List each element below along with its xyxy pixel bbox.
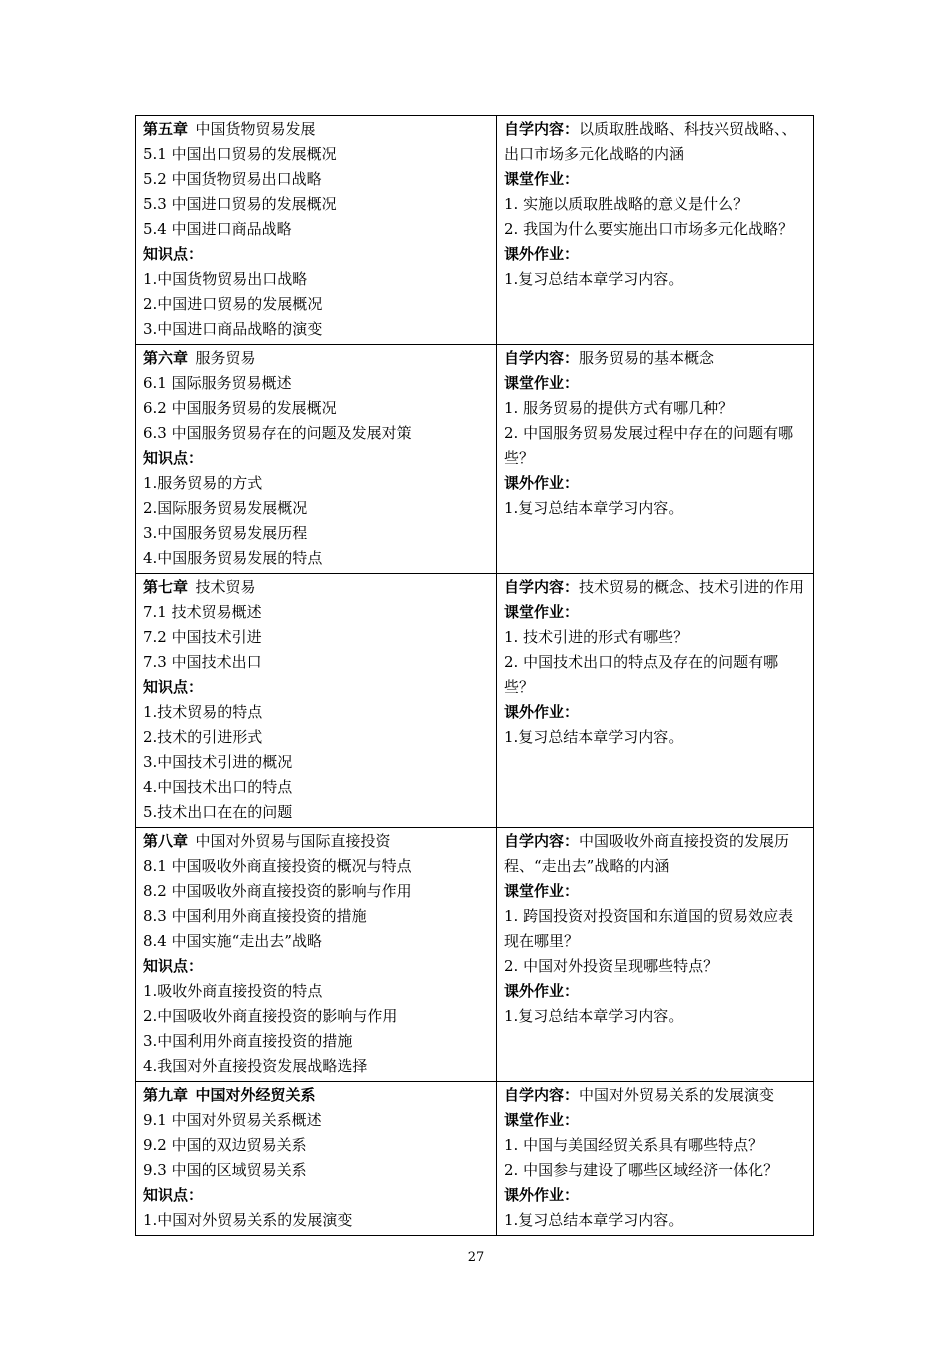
knowledge-point: 3.中国服务贸易发展历程 (143, 524, 308, 542)
self-study (504, 829, 808, 879)
assignment-cell (497, 828, 814, 1082)
self-study-label: 自学内容： (504, 1086, 580, 1104)
table-body (136, 116, 814, 1236)
chapter-outline-cell (136, 116, 497, 345)
knowledge-point: 5.技术出口在在的问题 (143, 803, 293, 821)
section-item: 8.2 中国吸收外商直接投资的影响与作用 (143, 882, 412, 900)
chapter-outline-cell (136, 1082, 497, 1236)
chapter-title: 中国货物贸易发展 (195, 120, 316, 138)
self-study-label: 自学内容： (504, 349, 580, 367)
section-item: 5.1 中国出口贸易的发展概况 (143, 145, 337, 163)
class-assignment-label: 课堂作业： (504, 603, 580, 621)
chapter-row (136, 345, 814, 574)
homework-label: 课外作业： (504, 474, 580, 492)
chapter-row (136, 574, 814, 828)
knowledge-point: 3.中国利用外商直接投资的措施 (143, 1032, 353, 1050)
knowledge-point: 1.吸收外商直接投资的特点 (143, 982, 323, 1000)
class-assignment-item: 1. 服务贸易的提供方式有哪几种？ (504, 399, 734, 417)
homework-item: 1.复习总结本章学习内容。 (504, 1007, 684, 1025)
knowledge-point: 1.中国货物贸易出口战略 (143, 270, 308, 288)
section-item: 9.1 中国对外贸易关系概述 (143, 1111, 322, 1129)
homework-label: 课外作业： (504, 1186, 580, 1204)
assignment-cell (497, 1082, 814, 1236)
assignment-cell (497, 345, 814, 574)
section-item: 9.3 中国的区域贸易关系 (143, 1161, 307, 1179)
homework-label: 课外作业： (504, 245, 580, 263)
chapter-label: 第九章 (143, 1086, 189, 1104)
knowledge-point: 2.中国吸收外商直接投资的影响与作用 (143, 1007, 398, 1025)
self-study-label: 自学内容： (504, 120, 580, 138)
section-item: 5.2 中国货物贸易出口战略 (143, 170, 322, 188)
self-study-text: 以质取胜战略、科技兴贸战略、、出口市场多元化战略的内涵 (504, 120, 797, 163)
assignment-cell (497, 116, 814, 345)
chapter-label: 第五章 (143, 120, 189, 138)
homework-label: 课外作业： (504, 703, 580, 721)
homework-label: 课外作业： (504, 982, 580, 1000)
class-assignment-item: 2. 中国技术出口的特点及存在的问题有哪些？ (504, 653, 779, 696)
knowledge-point: 2.中国进口贸易的发展概况 (143, 295, 323, 313)
section-item: 9.2 中国的双边贸易关系 (143, 1136, 307, 1154)
class-assignment-label: 课堂作业： (504, 374, 580, 392)
assignment-cell (497, 574, 814, 828)
chapter-row (136, 1082, 814, 1236)
homework-item: 1.复习总结本章学习内容。 (504, 728, 684, 746)
section-item: 6.3 中国服务贸易存在的问题及发展对策 (143, 424, 412, 442)
class-assignment-item: 1. 实施以质取胜战略的意义是什么？ (504, 195, 749, 213)
chapter-title: 技术贸易 (195, 578, 256, 596)
self-study (504, 117, 808, 167)
class-assignment-item: 1. 中国与美国经贸关系具有哪些特点？ (504, 1136, 764, 1154)
syllabus-table (135, 115, 814, 1236)
class-assignment-label: 课堂作业： (504, 170, 580, 188)
self-study (504, 346, 808, 371)
chapter-row (136, 116, 814, 345)
chapter-row (136, 828, 814, 1082)
knowledge-point: 1.服务贸易的方式 (143, 474, 263, 492)
chapter-heading (143, 1083, 491, 1108)
chapter-outline-cell (136, 345, 497, 574)
self-study-label: 自学内容： (504, 832, 580, 850)
self-study-label: 自学内容： (504, 578, 580, 596)
class-assignment-item: 2. 我国为什么要实施出口市场多元化战略？ (504, 220, 794, 238)
chapter-outline-cell (136, 574, 497, 828)
class-assignment-item: 1. 技术引进的形式有哪些？ (504, 628, 689, 646)
chapter-label: 第六章 (143, 349, 189, 367)
chapter-title: 中国对外经贸关系 (195, 1086, 316, 1104)
self-study (504, 1083, 808, 1108)
chapter-outline-cell (136, 828, 497, 1082)
chapter-label: 第八章 (143, 832, 189, 850)
knowledge-points-label: 知识点： (143, 1186, 204, 1204)
knowledge-point: 4.中国技术出口的特点 (143, 778, 293, 796)
self-study-text: 中国对外贸易关系的发展演变 (579, 1086, 775, 1104)
knowledge-point: 2.国际服务贸易发展概况 (143, 499, 308, 517)
knowledge-point: 3.中国技术引进的概况 (143, 753, 293, 771)
self-study-text: 技术贸易的概念、技术引进的作用 (579, 578, 805, 596)
knowledge-point: 1.中国对外贸易关系的发展演变 (143, 1211, 353, 1229)
homework-item: 1.复习总结本章学习内容。 (504, 499, 684, 517)
section-item: 6.2 中国服务贸易的发展概况 (143, 399, 337, 417)
homework-item: 1.复习总结本章学习内容。 (504, 1211, 684, 1229)
class-assignment-item: 2. 中国服务贸易发展过程中存在的问题有哪些？ (504, 424, 794, 467)
chapter-heading (143, 829, 491, 854)
knowledge-points-label: 知识点： (143, 678, 204, 696)
knowledge-points-label: 知识点： (143, 245, 204, 263)
class-assignment-item: 2. 中国参与建设了哪些区域经济一体化？ (504, 1161, 779, 1179)
knowledge-point: 1.技术贸易的特点 (143, 703, 263, 721)
class-assignment-item: 1. 跨国投资对投资国和东道国的贸易效应表现在哪里？ (504, 907, 794, 950)
chapter-heading (143, 117, 491, 142)
chapter-heading (143, 346, 491, 371)
class-assignment-item: 2. 中国对外投资呈现哪些特点？ (504, 957, 719, 975)
class-assignment-label: 课堂作业： (504, 882, 580, 900)
page-number: 27 (467, 1250, 485, 1265)
chapter-heading (143, 575, 491, 600)
chapter-title: 中国对外贸易与国际直接投资 (195, 832, 391, 850)
section-item: 5.3 中国进口贸易的发展概况 (143, 195, 337, 213)
knowledge-points-label: 知识点： (143, 449, 204, 467)
class-assignment-label: 课堂作业： (504, 1111, 580, 1129)
knowledge-point: 2.技术的引进形式 (143, 728, 263, 746)
section-item: 8.4 中国实施“走出去”战略 (143, 932, 322, 950)
section-item: 7.2 中国技术引进 (143, 628, 262, 646)
section-item: 7.3 中国技术出口 (143, 653, 262, 671)
section-item: 6.1 国际服务贸易概述 (143, 374, 292, 392)
chapter-label: 第七章 (143, 578, 189, 596)
knowledge-point: 4.我国对外直接投资发展战略选择 (143, 1057, 368, 1075)
knowledge-point: 4.中国服务贸易发展的特点 (143, 549, 323, 567)
homework-item: 1.复习总结本章学习内容。 (504, 270, 684, 288)
knowledge-point: 3.中国进口商品战略的演变 (143, 320, 323, 338)
section-item: 8.1 中国吸收外商直接投资的概况与特点 (143, 857, 412, 875)
section-item: 7.1 技术贸易概述 (143, 603, 262, 621)
section-item: 8.3 中国利用外商直接投资的措施 (143, 907, 367, 925)
knowledge-points-label: 知识点： (143, 957, 204, 975)
self-study (504, 575, 808, 600)
chapter-title: 服务贸易 (195, 349, 256, 367)
self-study-text: 中国吸收外商直接投资的发展历程、“走出去”战略的内涵 (504, 832, 790, 875)
section-item: 5.4 中国进口商品战略 (143, 220, 292, 238)
self-study-text: 服务贸易的基本概念 (579, 349, 715, 367)
